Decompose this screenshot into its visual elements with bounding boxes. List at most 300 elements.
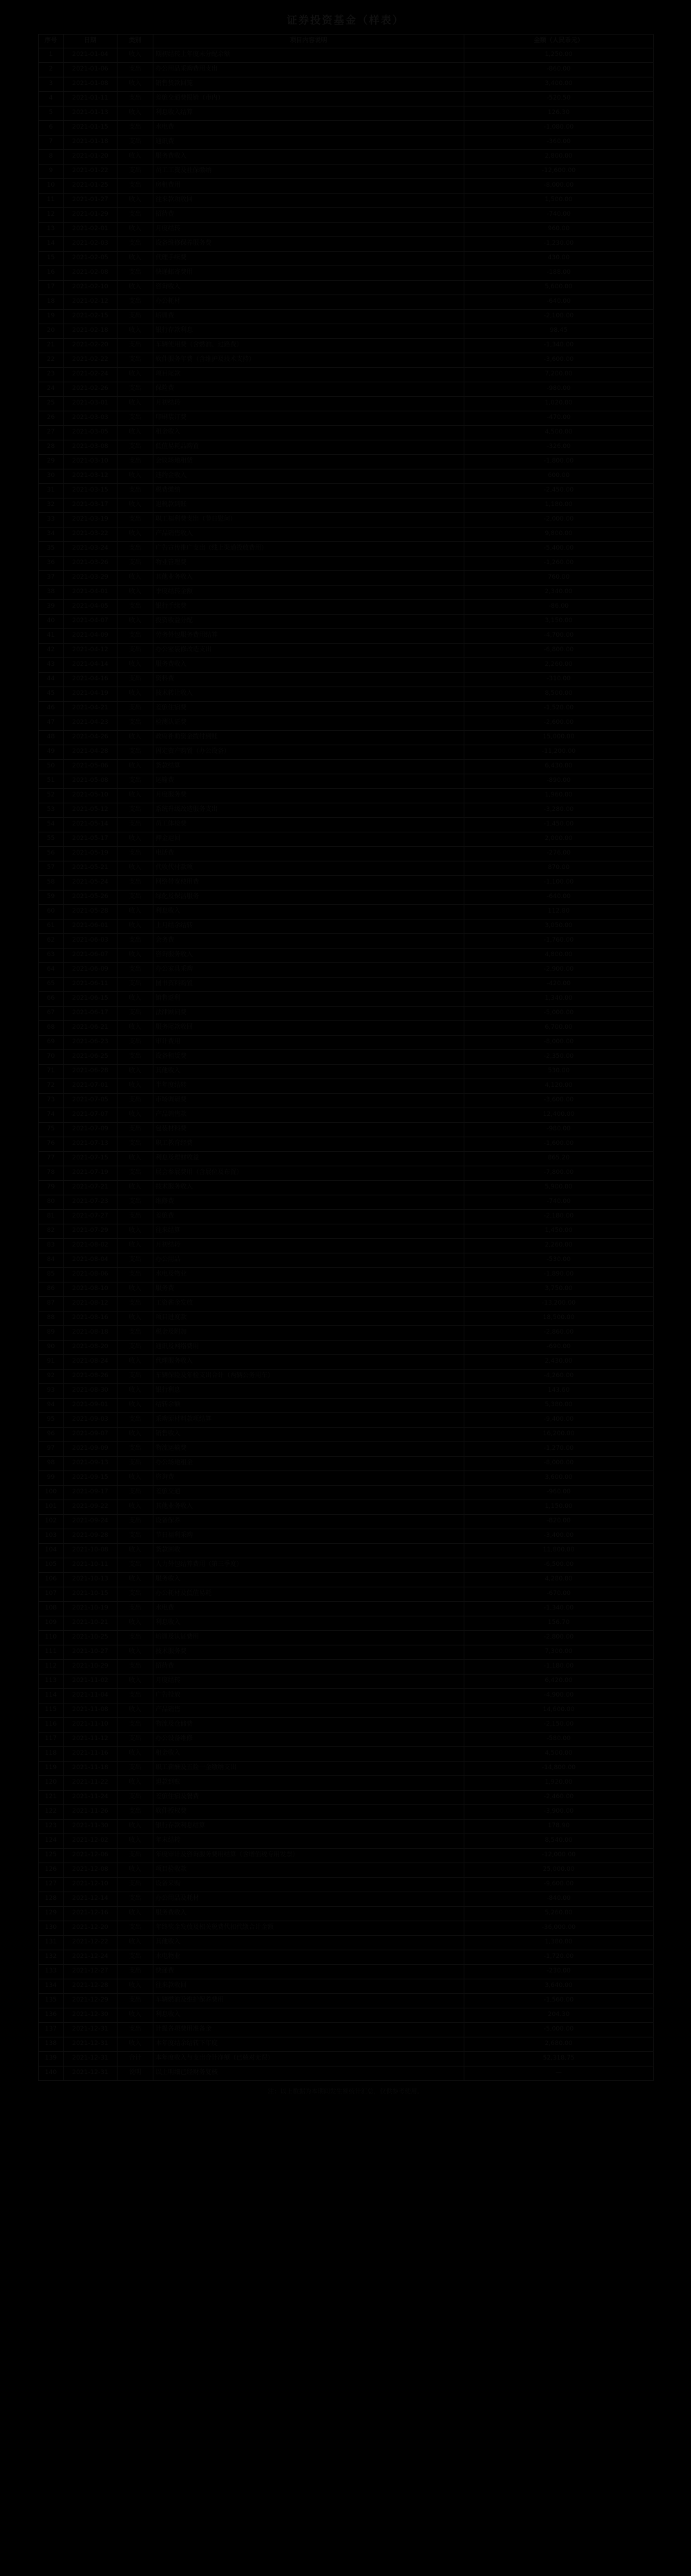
cell-no: 72: [39, 1079, 64, 1094]
cell-date: 2021-08-24: [64, 1355, 117, 1370]
cell-type: 收入: [117, 1863, 153, 1878]
cell-date: 2021-11-16: [64, 1747, 117, 1762]
cell-amount: -1,180.00: [464, 1660, 654, 1674]
table-row: [39, 1805, 654, 1820]
cell-type: 支出: [117, 1849, 153, 1863]
table-row: [39, 1950, 654, 1965]
cell-description: 工资薪金发放: [153, 1297, 464, 1312]
cell-date: 2021-10-13: [64, 1573, 117, 1587]
table-row: [39, 1762, 654, 1776]
cell-description: 运输费: [153, 774, 464, 789]
table-row: [39, 571, 654, 586]
table-row: [39, 1123, 654, 1137]
cell-amount: 1,150.00: [464, 1500, 654, 1515]
table-row: [39, 2066, 654, 2081]
cell-description: 车辆使用费（含燃油、过路费）: [153, 339, 464, 353]
cell-date: 2021-02-24: [64, 368, 117, 382]
cell-no: 113: [39, 1674, 64, 1689]
cell-description: 劳务外包服务费用结算: [153, 629, 464, 644]
cell-date: 2021-03-01: [64, 397, 117, 411]
cell-type: 收入: [117, 1312, 153, 1326]
cell-no: 49: [39, 745, 64, 760]
table-row: [39, 905, 654, 920]
cell-amount: 1,960.00: [464, 789, 654, 803]
cell-no: 136: [39, 2008, 64, 2023]
cell-date: 2021-03-26: [64, 557, 117, 571]
table-row: [39, 1224, 654, 1239]
cell-description: 快递邮寄费用: [153, 266, 464, 281]
cell-no: 73: [39, 1094, 64, 1108]
cell-description: 往来款收回: [153, 1979, 464, 1994]
table-row: [39, 1152, 654, 1166]
cell-no: 81: [39, 1210, 64, 1224]
cell-type: 收入: [117, 1384, 153, 1399]
cell-no: 35: [39, 542, 64, 557]
cell-type: 支出: [117, 440, 153, 455]
cell-amount: 6,420.00: [464, 1674, 654, 1689]
cell-date: 2021-01-29: [64, 208, 117, 223]
footer-note: 注：以上数据为本期间发生额统计汇总，仅供参考使用。: [267, 2089, 424, 2096]
cell-no: 26: [39, 411, 64, 426]
cell-date: 2021-03-29: [64, 571, 117, 586]
cell-description: 办公耗材及低值易耗: [153, 1587, 464, 1602]
cell-no: 117: [39, 1733, 64, 1747]
table-row: [39, 557, 654, 571]
cell-no: 70: [39, 1050, 64, 1065]
cell-date: 2021-10-29: [64, 1660, 117, 1674]
cell-date: 2021-05-14: [64, 818, 117, 832]
table-row: [39, 702, 654, 716]
cell-amount: -1,720.00: [464, 1950, 654, 1965]
cell-type: 收入: [117, 1573, 153, 1587]
cell-date: 2021-06-21: [64, 1021, 117, 1036]
cell-description: 人力外包结算费用（第三季度）: [153, 1558, 464, 1573]
cell-no: 121: [39, 1791, 64, 1805]
cell-type: 收入: [117, 992, 153, 1007]
cell-no: 24: [39, 382, 64, 397]
cell-type: 支出: [117, 644, 153, 658]
cell-amount: 430.00: [464, 252, 654, 266]
cell-description: 销售货款回笼: [153, 77, 464, 92]
cell-description: 服务费收入: [153, 1907, 464, 1921]
cell-date: 2021-02-12: [64, 295, 117, 310]
table-row: [39, 295, 654, 310]
cell-amount: -1,560.00: [464, 1994, 654, 2008]
cell-description: 设备租赁费: [153, 1050, 464, 1065]
cell-amount: -820.00: [464, 1515, 654, 1529]
cell-type: 收入: [117, 194, 153, 208]
cell-amount: -1,340.00: [464, 339, 654, 353]
cell-description: 维修费: [153, 1195, 464, 1210]
cell-amount: -640.00: [464, 295, 654, 310]
cell-date: 2021-05-21: [64, 861, 117, 876]
table-row: [39, 1733, 654, 1747]
cell-no: 100: [39, 1486, 64, 1500]
cell-description: 招待费: [153, 1660, 464, 1674]
cell-amount: 3,400.00: [464, 77, 654, 92]
cell-amount: -7,800.00: [464, 1166, 654, 1181]
table-row: [39, 644, 654, 658]
cell-no: 9: [39, 165, 64, 179]
cell-description: 展会参展费用（含展位及布置）: [153, 1166, 464, 1181]
table-row: [39, 339, 654, 353]
cell-no: 29: [39, 455, 64, 469]
cell-date: 2021-06-07: [64, 949, 117, 963]
table-row: [39, 1457, 654, 1471]
cell-description: 利息收入结算: [153, 106, 464, 121]
cell-description: 月初结转: [153, 1239, 464, 1253]
cell-amount: -1,260.00: [464, 557, 654, 571]
cell-type: 支出: [117, 600, 153, 615]
cell-amount: 156.70: [464, 1616, 654, 1631]
cell-description: 差旅住宿及餐费: [153, 1791, 464, 1805]
table-row: [39, 1282, 654, 1297]
cell-description: 培训及认证费用: [153, 1631, 464, 1645]
table-row: [39, 1791, 654, 1805]
table-row: [39, 1704, 654, 1718]
cell-type: 收入: [117, 1181, 153, 1195]
cell-no: 23: [39, 368, 64, 382]
cell-date: 2021-11-04: [64, 1689, 117, 1704]
document-body: [38, 12, 653, 2096]
cell-type: 支出: [117, 876, 153, 890]
cell-date: 2021-11-08: [64, 1704, 117, 1718]
document-title: 证券投资基金（样表）: [286, 14, 404, 26]
table-row: [39, 1820, 654, 1834]
cell-amount: -3,900.00: [464, 1805, 654, 1820]
cell-type: 收入: [117, 469, 153, 484]
cell-date: 2021-09-17: [64, 1486, 117, 1500]
cell-amount: 2,680.00: [464, 2037, 654, 2052]
cell-type: 收入: [117, 1936, 153, 1950]
cell-type: 收入: [117, 586, 153, 600]
cell-description: 设备保养: [153, 1515, 464, 1529]
cell-no: 15: [39, 252, 64, 266]
cell-description: 资料费: [153, 673, 464, 687]
cell-date: 2021-08-02: [64, 1239, 117, 1253]
table-row: [39, 281, 654, 295]
table-row: [39, 92, 654, 106]
table-row: [39, 1137, 654, 1152]
cell-type: 收入: [117, 106, 153, 121]
cell-description: 软件授权费: [153, 1805, 464, 1820]
cell-description: 服务费收入: [153, 150, 464, 165]
cell-no: 14: [39, 237, 64, 252]
cell-no: 1: [39, 48, 64, 63]
cell-date: 2021-04-14: [64, 658, 117, 673]
cell-no: 101: [39, 1500, 64, 1515]
cell-no: 56: [39, 847, 64, 861]
cell-type: 支出: [117, 411, 153, 426]
cell-amount: 4,500.00: [464, 1747, 654, 1762]
cell-no: 83: [39, 1239, 64, 1253]
cell-type: 支出: [117, 1965, 153, 1979]
cell-description: 物流及仓储费: [153, 1718, 464, 1733]
cell-description: 职工福利费支出（节日慰问）: [153, 513, 464, 528]
cell-amount: 143.60: [464, 1384, 654, 1399]
cell-date: 2021-01-06: [64, 63, 117, 77]
cell-date: 2021-09-07: [64, 1428, 117, 1442]
cell-description: 租金收入: [153, 426, 464, 440]
cell-type: 收入: [117, 426, 153, 440]
cell-no: 43: [39, 658, 64, 673]
cell-no: 103: [39, 1529, 64, 1544]
cell-date: 2021-01-15: [64, 121, 117, 136]
cell-date: 2021-04-23: [64, 716, 117, 731]
table-row: [39, 1079, 654, 1094]
cell-no: 20: [39, 324, 64, 339]
cell-date: 2021-07-27: [64, 1210, 117, 1224]
cell-type: 支出: [117, 978, 153, 992]
cell-date: 2021-08-20: [64, 1341, 117, 1355]
cell-no: 69: [39, 1036, 64, 1050]
cell-description: 物流运输费: [153, 1442, 464, 1457]
table-row: [39, 1965, 654, 1979]
cell-date: 2021-08-26: [64, 1370, 117, 1384]
cell-amount: 3,050.00: [464, 920, 654, 934]
cell-type: 支出: [117, 295, 153, 310]
cell-date: 2021-10-21: [64, 1616, 117, 1631]
cell-type: 支出: [117, 1050, 153, 1065]
table-row: [39, 223, 654, 237]
cell-description: 月初结转: [153, 397, 464, 411]
cell-amount: -980.00: [464, 1123, 654, 1137]
cell-no: 84: [39, 1253, 64, 1268]
cell-type: 收入: [117, 571, 153, 586]
table-row: [39, 1776, 654, 1791]
cell-amount: 204.30: [464, 2008, 654, 2023]
table-row: [39, 1747, 654, 1762]
cell-no: 130: [39, 1921, 64, 1936]
cell-no: 125: [39, 1849, 64, 1863]
cell-description: 押金退回: [153, 832, 464, 847]
cell-amount: 7,200.00: [464, 368, 654, 382]
cell-type: 支出: [117, 1137, 153, 1152]
cell-amount: 1,020.00: [464, 397, 654, 411]
cell-date: 2021-06-17: [64, 1007, 117, 1021]
cell-description: 月度结转: [153, 1674, 464, 1689]
cell-no: 138: [39, 2037, 64, 2052]
cell-amount: 4,120.00: [464, 1079, 654, 1094]
cell-amount: -3,400.00: [464, 1529, 654, 1544]
cell-type: 收入: [117, 1979, 153, 1994]
cell-type: 收入: [117, 2037, 153, 2052]
cell-date: 2021-02-20: [64, 339, 117, 353]
cell-type: 支出: [117, 716, 153, 731]
cell-type: 收入: [117, 150, 153, 165]
cell-amount: -326.00: [464, 440, 654, 455]
cell-type: 支出: [117, 1805, 153, 1820]
cell-date: 2021-09-28: [64, 1529, 117, 1544]
table-row: [39, 1268, 654, 1282]
cell-date: 2021-11-02: [64, 1674, 117, 1689]
cell-no: 17: [39, 281, 64, 295]
cell-date: 2021-12-22: [64, 1936, 117, 1950]
table-row: [39, 1573, 654, 1587]
cell-type: 收入: [117, 528, 153, 542]
cell-amount: -12,600.00: [464, 165, 654, 179]
table-row: [39, 1892, 654, 1907]
cell-date: 2021-08-10: [64, 1282, 117, 1297]
cell-amount: -1,520.00: [464, 702, 654, 716]
cell-amount: 1,340.00: [464, 992, 654, 1007]
cell-type: 支出: [117, 542, 153, 557]
cell-date: 2021-09-01: [64, 1399, 117, 1413]
cell-description: 本年度结余结转下年度: [153, 2037, 464, 2052]
cell-description: 代理服务收入: [153, 1355, 464, 1370]
cell-no: 119: [39, 1762, 64, 1776]
cell-date: 2021-07-19: [64, 1166, 117, 1181]
cell-no: 13: [39, 223, 64, 237]
cell-amount: 15,000.00: [464, 731, 654, 745]
table-row: [39, 440, 654, 455]
cell-no: 122: [39, 1805, 64, 1820]
cell-no: 124: [39, 1834, 64, 1849]
cell-amount: -2,350.00: [464, 1050, 654, 1065]
cell-type: 收入: [117, 1355, 153, 1370]
cell-no: 64: [39, 963, 64, 978]
cell-no: 93: [39, 1384, 64, 1399]
cell-amount: -3,600.00: [464, 1094, 654, 1108]
cell-type: 收入: [117, 658, 153, 673]
cell-description: 职工教育经费: [153, 1137, 464, 1152]
table-row: [39, 1413, 654, 1428]
cell-type: 收入: [117, 1428, 153, 1442]
table-row: [39, 324, 654, 339]
cell-no: 114: [39, 1689, 64, 1704]
cell-no: 85: [39, 1268, 64, 1282]
cell-description: 检测认证费: [153, 716, 464, 731]
cell-description: 税金及附加: [153, 1326, 464, 1341]
cell-no: 10: [39, 179, 64, 194]
cell-date: 2021-04-16: [64, 673, 117, 687]
cell-description: 代理手续费: [153, 252, 464, 266]
cell-type: 收入: [117, 1065, 153, 1079]
cell-no: 66: [39, 992, 64, 1007]
cell-date: 2021-07-05: [64, 1094, 117, 1108]
table-row: [39, 673, 654, 687]
table-row: [39, 426, 654, 440]
table-row: [39, 876, 654, 890]
cell-date: 2021-05-06: [64, 760, 117, 774]
cell-description: 半年度结转: [153, 1079, 464, 1094]
cell-description: 市场调研费: [153, 1094, 464, 1108]
cell-description: 咨询服务收入: [153, 949, 464, 963]
table-row: [39, 760, 654, 774]
cell-no: 105: [39, 1558, 64, 1573]
table-row: [39, 469, 654, 484]
cell-date: 2021-07-07: [64, 1108, 117, 1123]
cell-amount: 2,260.00: [464, 1239, 654, 1253]
cell-date: 2021-01-20: [64, 150, 117, 165]
cell-no: 89: [39, 1326, 64, 1341]
cell-description: 其他业务收入: [153, 571, 464, 586]
table-row: [39, 1384, 654, 1399]
cell-description: 绿化及保洁服务: [153, 890, 464, 905]
cell-amount: -3,600.00: [464, 353, 654, 368]
cell-description: 设备采购: [153, 1878, 464, 1892]
cell-date: 2021-11-26: [64, 1805, 117, 1820]
cell-no: 55: [39, 832, 64, 847]
cell-no: 33: [39, 513, 64, 528]
cell-no: 62: [39, 934, 64, 949]
cell-description: 电话费: [153, 847, 464, 861]
cell-no: 22: [39, 353, 64, 368]
table-row: [39, 803, 654, 818]
cell-type: 支出: [117, 165, 153, 179]
cell-type: 支出: [117, 1515, 153, 1529]
table-row: [39, 2023, 654, 2037]
table-row: [39, 978, 654, 992]
table-row: [39, 1312, 654, 1326]
cell-amount: -9,400.00: [464, 1413, 654, 1428]
table-row: [39, 513, 654, 528]
cell-date: 2021-06-11: [64, 978, 117, 992]
cell-description: 软件服务年费（含维护及技术支持）: [153, 353, 464, 368]
cell-date: 2021-04-01: [64, 586, 117, 600]
cell-amount: 2,260.00: [464, 658, 654, 673]
cell-no: 61: [39, 920, 64, 934]
cell-amount: -2,000.00: [464, 513, 654, 528]
cell-description: 退款到账: [153, 1776, 464, 1791]
table-row: [39, 1500, 654, 1515]
cell-type: 支出: [117, 92, 153, 106]
cell-amount: -1,600.00: [464, 1137, 654, 1152]
cell-date: 2021-07-21: [64, 1181, 117, 1195]
cell-description: 办公家具采购: [153, 963, 464, 978]
cell-no: 107: [39, 1587, 64, 1602]
cell-type: 支出: [117, 1326, 153, 1341]
cell-type: 收入: [117, 1820, 153, 1834]
cell-amount: -640.00: [464, 890, 654, 905]
cell-date: 2021-12-06: [64, 1849, 117, 1863]
cell-type: 收入: [117, 1108, 153, 1123]
cell-description: 印刷装订费: [153, 411, 464, 426]
cell-type: 收入: [117, 615, 153, 629]
cell-date: 2021-03-05: [64, 426, 117, 440]
cell-description: 技术转让收入: [153, 687, 464, 702]
cell-description: 往来款项收回: [153, 194, 464, 208]
cell-type: 收入: [117, 1776, 153, 1791]
cell-date: 2021-12-16: [64, 1907, 117, 1921]
cell-type: 收入: [117, 731, 153, 745]
cell-no: 111: [39, 1645, 64, 1660]
cell-no: 2: [39, 63, 64, 77]
cell-description: 利息收入: [153, 2008, 464, 2023]
cell-amount: 2,340.00: [464, 586, 654, 600]
cell-date: 2021-01-27: [64, 194, 117, 208]
cell-no: 120: [39, 1776, 64, 1791]
cell-amount: -1,080.00: [464, 121, 654, 136]
cell-no: 58: [39, 876, 64, 890]
cell-date: 2021-12-10: [64, 1878, 117, 1892]
cell-date: 2021-04-26: [64, 731, 117, 745]
cell-description: 系统升级改造服务支出: [153, 803, 464, 818]
cell-type: 支出: [117, 1413, 153, 1428]
cell-date: 2021-05-26: [64, 890, 117, 905]
table-row: [39, 847, 654, 861]
table-row: [39, 397, 654, 411]
cell-date: 2021-01-25: [64, 179, 117, 194]
cell-type: 支出: [117, 1587, 153, 1602]
cell-date: 2021-10-27: [64, 1645, 117, 1660]
cell-type: 收入: [117, 832, 153, 847]
table-row: [39, 1936, 654, 1950]
cell-type: 支出: [117, 963, 153, 978]
cell-date: 2021-07-13: [64, 1137, 117, 1152]
cell-no: 134: [39, 1979, 64, 1994]
table-row: [39, 498, 654, 513]
